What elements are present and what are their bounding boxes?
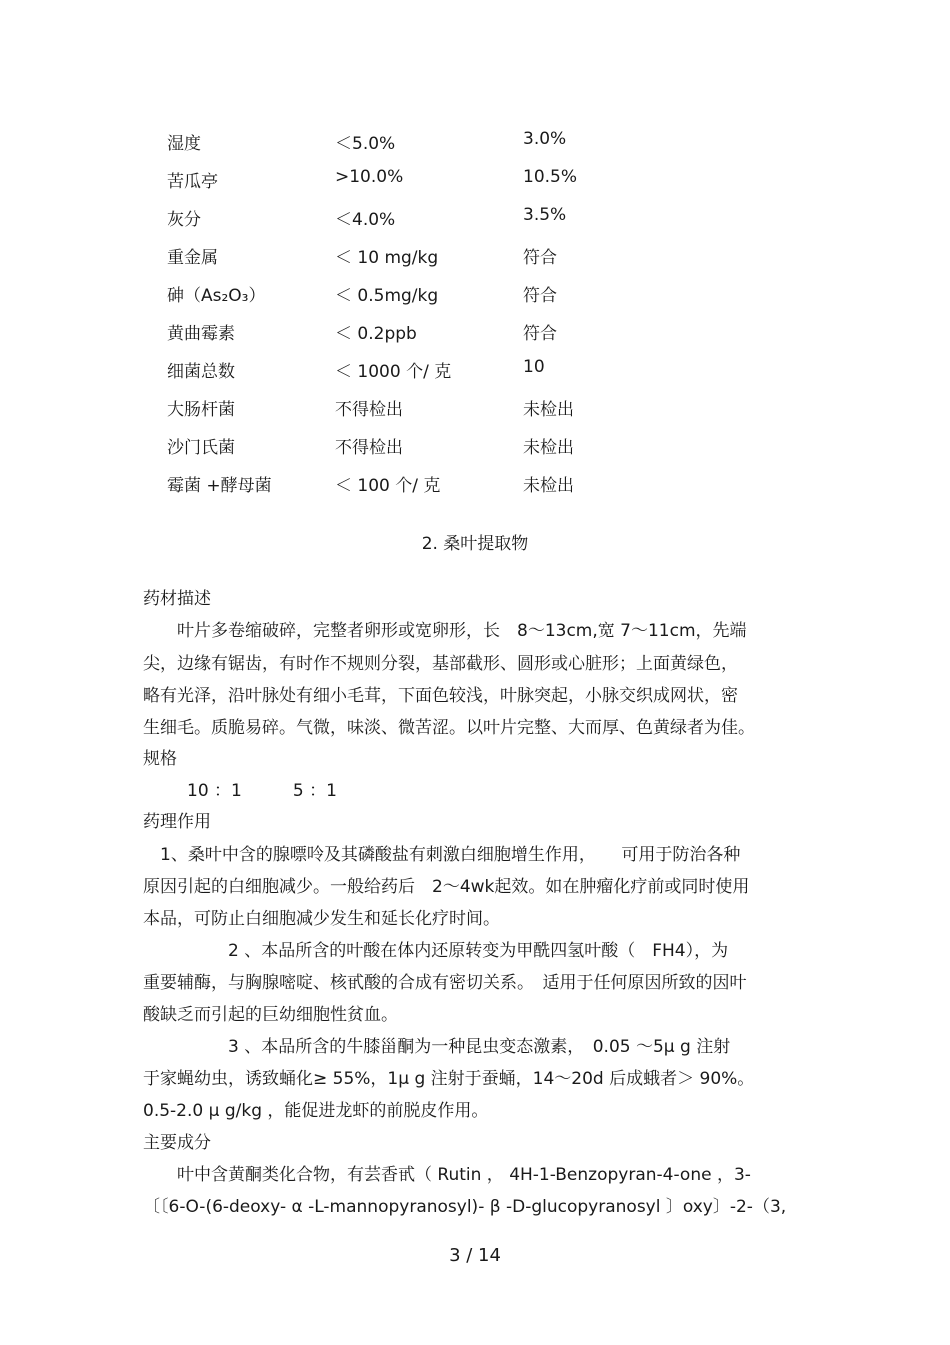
pharmacology-line: 重要辅酶，与胸腺嘧啶、核甙酸的合成有密切关系。 适用于任何原因所致的因叶 bbox=[143, 973, 747, 993]
item-result: 未检出 bbox=[523, 438, 574, 458]
pharmacology-heading: 药理作用 bbox=[143, 812, 211, 832]
components-heading: 主要成分 bbox=[143, 1133, 211, 1153]
description-line: 略有光泽，沿叶脉处有细小毛茸，下面色较浅，叶脉突起，小脉交织成网状，密 bbox=[143, 686, 738, 706]
item-spec: 不得检出 bbox=[335, 438, 403, 458]
table-row bbox=[0, 205, 950, 243]
item-name: 苦瓜亭 bbox=[167, 172, 218, 192]
components-line: 〔〔6-O-(6-deoxy- α -L-mannopyranosyl)- β -D-glucopyranosyl 〕oxy〕-2-（3, bbox=[143, 1197, 787, 1217]
item-result: 未检出 bbox=[523, 400, 574, 420]
description-heading: 药材描述 bbox=[143, 589, 211, 609]
pharmacology-line: 本品，可防止白细胞减少发生和延长化疗时间。 bbox=[143, 909, 500, 929]
item-spec: ＜ 0.5mg/kg bbox=[335, 286, 439, 306]
item-result: 符合 bbox=[523, 324, 557, 344]
item-result: 10.5% bbox=[523, 167, 578, 187]
item-result: 符合 bbox=[523, 286, 557, 306]
item-result: 10 bbox=[523, 357, 545, 377]
item-name: 细菌总数 bbox=[167, 362, 235, 382]
spec-values: 10 ：1 5 ：1 bbox=[187, 781, 337, 801]
spec-heading: 规格 bbox=[143, 749, 177, 769]
item-name: 大肠杆菌 bbox=[167, 400, 235, 420]
item-name: 霉菌 +酵母菌 bbox=[167, 476, 272, 496]
pharmacology-line: 于家蝇幼虫，诱致蛹化≥ 55%，1μ g 注射于蚕蛹，14～20d 后成蛾者＞ 90%。 bbox=[143, 1069, 755, 1089]
item-name: 重金属 bbox=[167, 248, 218, 268]
item-result: 3.5% bbox=[523, 205, 567, 225]
item-name: 黄曲霉素 bbox=[167, 324, 235, 344]
pharmacology-line: 0.5-2.0 μ g/kg ，能促进龙虾的前脱皮作用。 bbox=[143, 1101, 489, 1121]
description-line: 尖，边缘有锯齿，有时作不规则分裂，基部截形、圆形或心脏形；上面黄绿色， bbox=[143, 654, 738, 674]
item-spec: 不得检出 bbox=[335, 400, 403, 420]
table-row bbox=[0, 319, 950, 357]
table-row bbox=[0, 357, 950, 395]
item-spec: ＜ 1000 个/ 克 bbox=[335, 362, 452, 382]
table-row bbox=[0, 471, 950, 509]
item-spec: >10.0% bbox=[335, 167, 404, 187]
table-row bbox=[0, 167, 950, 205]
table-row bbox=[0, 395, 950, 433]
components-line: 叶中含黄酮类化合物，有芸香甙（ Rutin ， 4H-1-Benzopyran-4-one ，3- bbox=[143, 1165, 751, 1185]
item-name: 湿度 bbox=[167, 134, 201, 154]
item-name: 灰分 bbox=[167, 210, 201, 230]
section-title: 2. 桑叶提取物 bbox=[421, 534, 529, 554]
description-line: 叶片多卷缩破碎，完整者卵形或宽卵形，长 8～13cm,宽 7～11cm，先端 bbox=[143, 621, 747, 641]
item-name: 砷（As₂O₃） bbox=[167, 286, 266, 306]
item-result: 符合 bbox=[523, 248, 557, 268]
pharmacology-line: 1、桑叶中含的腺嘌呤及其磷酸盐有刺激白细胞增生作用， 可用于防治各种 bbox=[143, 845, 741, 865]
item-spec: ＜ 100 个/ 克 bbox=[335, 476, 441, 496]
item-result: 未检出 bbox=[523, 476, 574, 496]
pharmacology-line: 2 、本品所含的叶酸在体内还原转变为甲酰四氢叶酸（ FH4），为 bbox=[143, 941, 729, 961]
item-spec: ＜ 0.2ppb bbox=[335, 324, 417, 344]
pharmacology-line: 3 、本品所含的牛膝甾酮为一种昆虫变态激素， 0.05 ～5μ g 注射 bbox=[143, 1037, 731, 1057]
page-number: 3 / 14 bbox=[449, 1245, 501, 1266]
item-spec: ＜4.0% bbox=[335, 210, 396, 230]
pharmacology-line: 原因引起的白细胞减少。一般给药后 2～4wk起效。如在肿瘤化疗前或同时使用 bbox=[143, 877, 750, 897]
item-result: 3.0% bbox=[523, 129, 567, 149]
item-name: 沙门氏菌 bbox=[167, 438, 235, 458]
table-row bbox=[0, 129, 950, 167]
item-spec: ＜ 10 mg/kg bbox=[335, 248, 439, 268]
table-row bbox=[0, 243, 950, 281]
description-line: 生细毛。质脆易碎。气微，味淡、微苦涩。以叶片完整、大而厚、色黄绿者为佳。 bbox=[143, 718, 755, 738]
table-row bbox=[0, 433, 950, 471]
pharmacology-line: 酸缺乏而引起的巨幼细胞性贫血。 bbox=[143, 1005, 398, 1025]
item-spec: ＜5.0% bbox=[335, 134, 396, 154]
table-row bbox=[0, 281, 950, 319]
